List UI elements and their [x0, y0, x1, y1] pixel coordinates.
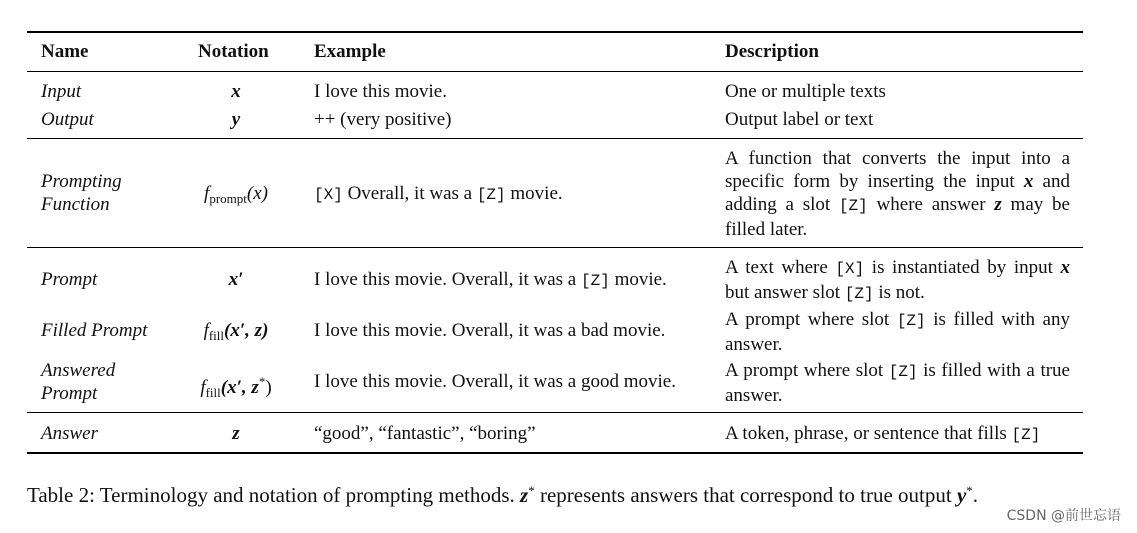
row-filled-prompt-description	[725, 308, 1070, 356]
example-text-end: movie.	[505, 183, 563, 204]
row-group-rule-3	[27, 412, 1083, 413]
slot-x: [X]	[314, 186, 343, 204]
row-answer-notation: z	[232, 423, 240, 444]
desc-slot-z: [Z]	[844, 285, 874, 303]
caption-text-end: .	[972, 483, 979, 507]
row-input-example: I love this movie.	[314, 81, 447, 102]
row-input-notation: x	[231, 81, 241, 102]
desc-math-z: z	[994, 194, 1002, 215]
row-answer-example: “good”, “fantastic”, “boring”	[314, 423, 536, 444]
row-prompt-notation: x′	[228, 269, 244, 290]
desc-part: A text where	[725, 257, 836, 278]
notation-close: )	[265, 377, 272, 398]
row-prompting-function-example	[314, 182, 563, 207]
slot-z: [Z]	[476, 186, 506, 204]
notation-arg: (x′, z)	[224, 320, 269, 341]
row-answered-prompt-description	[725, 359, 1070, 407]
desc-math-x: x	[1023, 171, 1034, 192]
desc-part: is filled with any answer.	[725, 309, 1070, 355]
row-group-rule-1	[27, 138, 1083, 139]
slot-z: [Z]	[581, 272, 610, 290]
row-prompting-function-description	[725, 147, 1070, 241]
row-output-notation: y	[231, 109, 241, 130]
row-output-name: Output	[41, 109, 94, 130]
row-prompt-example	[314, 268, 667, 293]
row-filled-prompt-example: I love this movie. Overall, it was a bad movie.	[314, 320, 666, 341]
notation-subscript: prompt	[209, 191, 247, 206]
name-line-2: Function	[41, 194, 110, 215]
desc-slot-z: [Z]	[838, 197, 868, 215]
notation-subscript: fill	[205, 385, 221, 400]
row-input-name: Input	[41, 81, 82, 102]
row-answered-prompt-notation	[178, 370, 294, 404]
row-filled-prompt-name: Filled Prompt	[41, 320, 148, 341]
watermark: CSDN @前世忘语	[1006, 508, 1121, 524]
caption-text: Table 2: Terminology and notation of prompting methods.	[27, 483, 521, 507]
caption-superscript: *	[966, 483, 973, 498]
row-answer-description	[725, 422, 1040, 447]
row-prompt-name: Prompt	[41, 269, 98, 290]
header-notation: Notation	[198, 41, 269, 62]
name-line-2: Prompt	[41, 383, 98, 404]
caption-text: represents answers that correspond to true output	[534, 483, 957, 507]
row-output-example: ++ (very positive)	[314, 109, 452, 130]
notation-f: f	[204, 183, 210, 204]
desc-part: A prompt where slot	[725, 309, 897, 330]
table-caption	[27, 478, 978, 508]
bottom-rule	[27, 452, 1083, 454]
desc-part: is not.	[873, 282, 925, 303]
row-prompt-description	[725, 256, 1070, 306]
desc-part: A prompt where slot	[725, 360, 889, 381]
desc-math-x: x	[1060, 257, 1070, 278]
row-group-rule-2	[27, 247, 1083, 248]
notation-f: f	[203, 320, 209, 341]
row-answered-prompt-name	[41, 359, 115, 405]
caption-math-y: y	[956, 483, 967, 507]
desc-slot-x: [X]	[835, 260, 865, 278]
notation-f: f	[200, 377, 206, 398]
header-description: Description	[725, 41, 819, 62]
row-answered-prompt-example: I love this movie. Overall, it was a good movie.	[314, 371, 676, 392]
desc-part: A function that converts the input into a specific form by inserting the input	[725, 148, 1070, 192]
desc-slot-z: [Z]	[896, 312, 926, 330]
desc-slot-z: [Z]	[1011, 426, 1041, 444]
top-rule	[27, 31, 1083, 33]
desc-part: where answer	[867, 194, 995, 215]
notation-superscript: *	[258, 374, 266, 389]
desc-slot-z: [Z]	[888, 363, 918, 381]
desc-part: A token, phrase, or sentence that fills	[725, 423, 1012, 444]
notation-arg: (x′, z	[220, 377, 259, 398]
header-rule	[27, 71, 1083, 72]
notation-arg: (x)	[246, 183, 268, 204]
row-prompting-function-notation	[178, 182, 294, 210]
desc-part: but answer slot	[725, 282, 845, 303]
name-line-1: Prompting	[41, 171, 122, 192]
row-output-description: Output label or text	[725, 109, 874, 130]
desc-part: may be filled later.	[725, 194, 1070, 240]
row-input-description: One or multiple texts	[725, 81, 886, 102]
row-filled-prompt-notation	[178, 319, 294, 347]
desc-part: and adding a slot	[725, 171, 1070, 215]
header-name: Name	[41, 41, 89, 62]
example-text: Overall, it was a	[342, 183, 477, 204]
notation-subscript: fill	[208, 328, 225, 343]
name-line-1: Answered	[41, 360, 116, 381]
example-text-end: movie.	[609, 269, 667, 290]
caption-superscript: *	[528, 483, 535, 498]
example-text: I love this movie. Overall, it was a	[314, 269, 581, 290]
row-answer-name: Answer	[41, 423, 98, 444]
desc-part: is filled with a true answer.	[725, 360, 1070, 406]
desc-part: is instantiated by input	[864, 257, 1061, 278]
header-example: Example	[314, 41, 386, 62]
row-prompting-function-name	[41, 170, 122, 216]
caption-math-z: z	[520, 483, 529, 507]
